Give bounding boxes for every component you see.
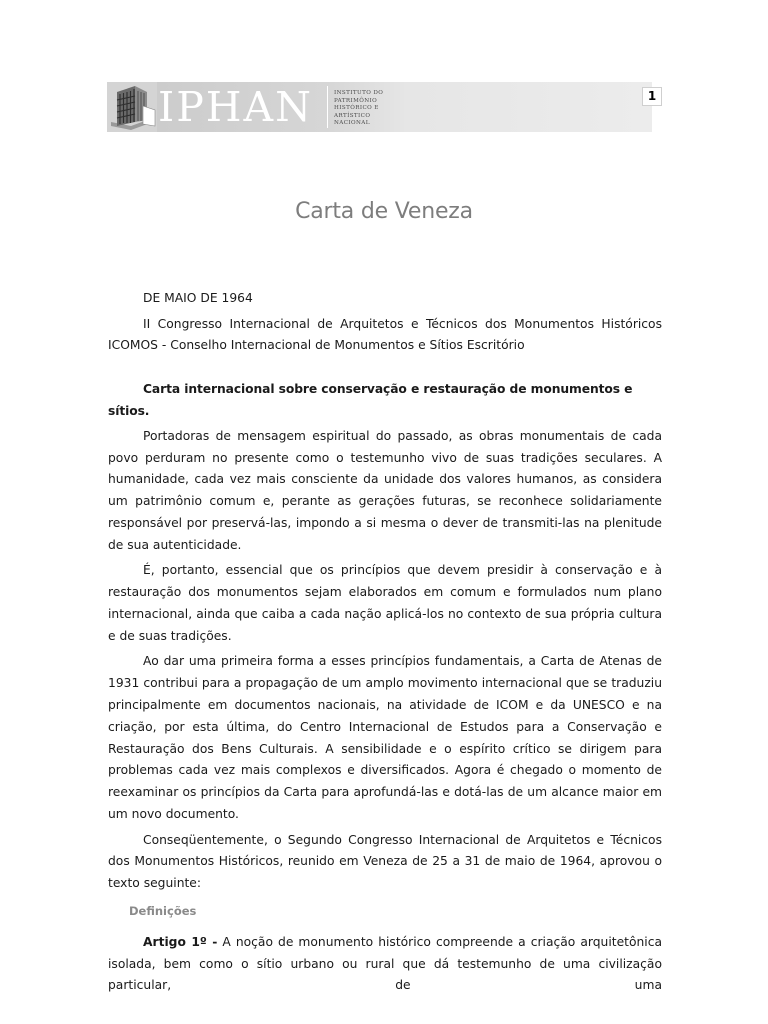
document-title: Carta de Veneza: [295, 199, 473, 224]
paragraph: Ao dar uma primeira forma a esses princípios fundamentais, a Carta de Atenas de 1931 contribui para a propagação de um amplo movimento internacional que se traduziu principalmente em documentos nacionais, na atividade de ICOM e da UNESCO e na criação, por esta última, do Centro Internacional de Estudos para a Conservação e Restauração dos Bens Culturais. A sensibilidade e o espírito crítico se dirigem para problemas cada vez mais complexos e diversificados. Agora é chegado o momento de reexaminar os princípios da Carta para aprofundá-las e dotá-las de um alcance maior em um novo documento.: [108, 654, 662, 821]
date-line: DE MAIO DE 1964: [143, 291, 253, 305]
logo-wordmark: IPHAN: [158, 83, 314, 131]
document-body: [108, 288, 662, 1001]
institute-line: ARTÍSTICO: [334, 112, 371, 119]
article-label: Artigo 1º -: [143, 934, 218, 949]
institute-line: NACIONAL: [334, 120, 370, 127]
congress-line: II Congresso Internacional de Arquitetos e Técnicos dos Monumentos Históricos: [143, 316, 662, 331]
institute-line: PATRIMÔNIO: [334, 97, 378, 104]
article-text: A noção de monumento histórico compreende a criação arquitetônica isolada, bem como o sítio urbano ou rural que dá testemunho de uma civilização particular, de uma: [108, 934, 662, 993]
main-heading: Carta internacional sobre conservação e restauração de monumentos e sítios.: [108, 382, 633, 418]
page-number: 1: [642, 87, 662, 106]
institute-line: HISTÓRICO E: [334, 105, 379, 112]
section-heading: Definições: [129, 903, 197, 918]
paragraph: Portadoras de mensagem espiritual do passado, as obras monumentais de cada povo perduram no presente como o testemunho vivo de suas tradições seculares. A humanidade, cada vez mais consciente da unidade dos valores humanos, as considera um patrimônio comum e, perante as gerações futuras, se reconhece solidariamente responsável por preservá-las, impondo a si mesma o dever de transmiti-las na plenitude de sua autenticidade.: [108, 428, 662, 552]
paragraph: Conseqüentemente, o Segundo Congresso Internacional de Arquitetos e Técnicos dos Monumentos Históricos, reunido em Veneza de 25 a 31 de maio de 1964, aprovou o texto seguinte:: [108, 832, 662, 891]
institute-line: INSTITUTO DO: [334, 90, 384, 96]
logo-divider: [327, 86, 328, 128]
congress-block: [108, 314, 662, 358]
congress-line: ICOMOS - Conselho Internacional de Monumentos e Sítios Escritório: [108, 338, 525, 353]
building-logo-icon: [107, 82, 157, 132]
institute-name: [334, 90, 404, 128]
article-paragraph: [108, 932, 662, 997]
paragraph: É, portanto, essencial que os princípios que devem presidir à conservação e à restauração dos monumentos sejam elaborados em comum e formulados num plano internacional, ainda que caiba a cada nação aplicá-los no contexto de sua própria cultura e de suas tradições.: [108, 563, 662, 643]
